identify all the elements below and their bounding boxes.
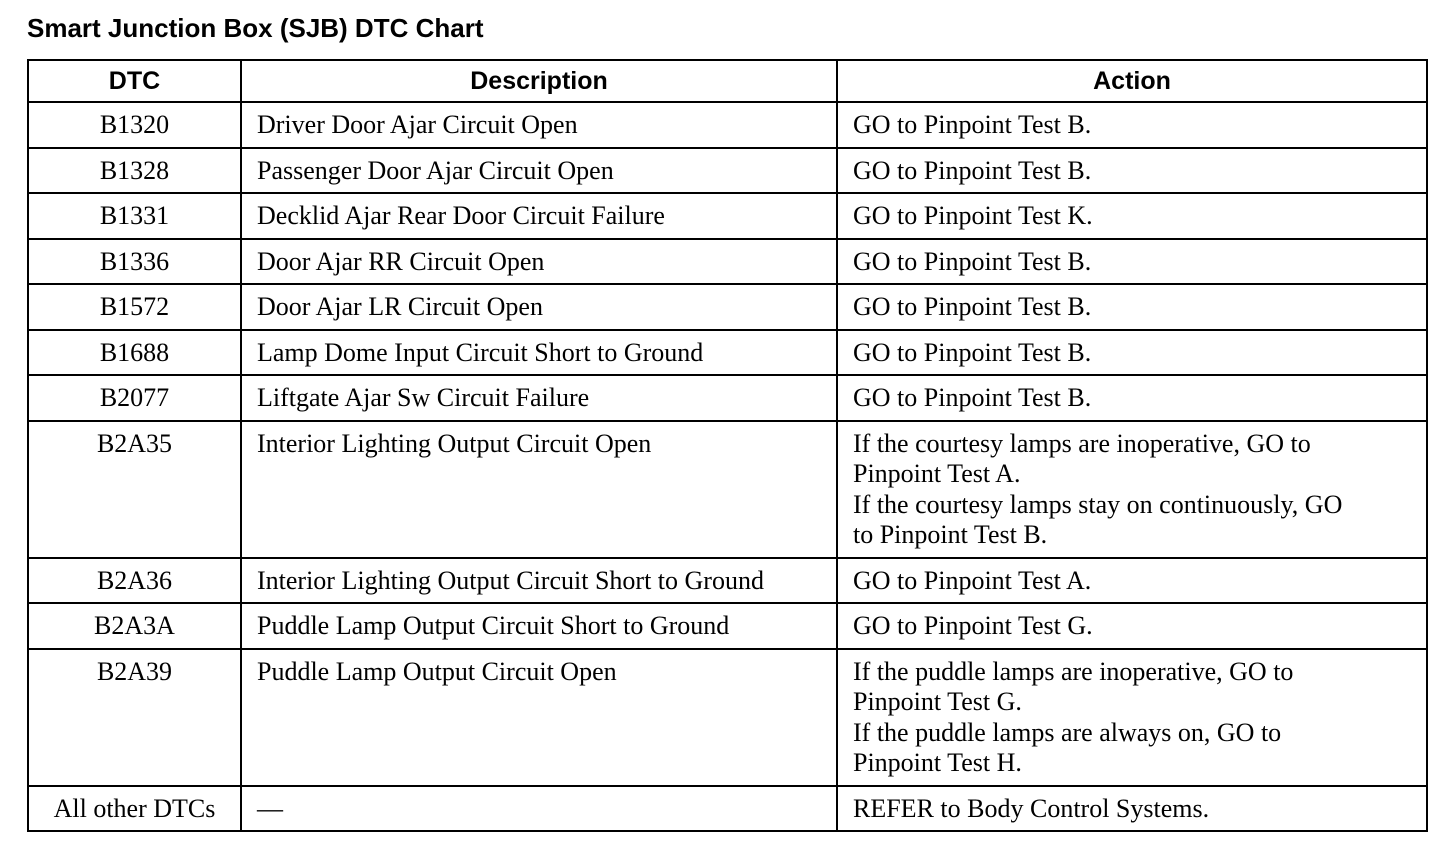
description-cell: Interior Lighting Output Circuit Short to Ground [241, 558, 837, 604]
dtc-code-cell: B2A35 [28, 421, 241, 558]
action-text: If the courtesy lamps stay on continuously, GO [853, 489, 1343, 519]
action-cell [837, 649, 1427, 786]
description-cell: Door Ajar LR Circuit Open [241, 284, 837, 330]
action-text: GO to Pinpoint Test B. [853, 337, 1092, 367]
table-header-row [28, 60, 1427, 102]
action-text: GO to Pinpoint Test G. [853, 611, 1093, 640]
description-cell: Interior Lighting Output Circuit Open [241, 421, 837, 558]
action-cell [837, 284, 1427, 330]
action-cell [837, 102, 1427, 148]
action-text: GO to Pinpoint Test B. [853, 246, 1092, 276]
action-cell [837, 330, 1427, 376]
action-cell [837, 148, 1427, 194]
dtc-code-cell: B2A3A [28, 603, 241, 649]
dtc-code-cell: B1331 [28, 193, 241, 239]
action-text: If the puddle lamps are always on, GO to [853, 717, 1282, 747]
description-cell: Driver Door Ajar Circuit Open [241, 102, 837, 148]
table-row [28, 649, 1427, 786]
action-text: Pinpoint Test A. [853, 459, 1021, 488]
table-row [28, 102, 1427, 148]
column-header-description: Description [241, 60, 837, 102]
action-cell [837, 239, 1427, 285]
description-cell: — [241, 786, 837, 832]
table-row [28, 603, 1427, 649]
action-text: GO to Pinpoint Test B. [853, 383, 1092, 412]
action-cell [837, 193, 1427, 239]
action-text: GO to Pinpoint Test K. [853, 201, 1093, 230]
action-cell [837, 603, 1427, 649]
dtc-code-cell: B2A39 [28, 649, 241, 786]
action-text: If the puddle lamps are inoperative, GO to [853, 656, 1294, 686]
description-cell: Door Ajar RR Circuit Open [241, 239, 837, 285]
dtc-table [27, 59, 1428, 832]
dtc-code-cell: B2A36 [28, 558, 241, 604]
description-cell: Lamp Dome Input Circuit Short to Ground [241, 330, 837, 376]
column-header-dtc: DTC [28, 60, 241, 102]
table-row [28, 330, 1427, 376]
action-cell [837, 375, 1427, 421]
table-row [28, 786, 1427, 832]
action-cell [837, 786, 1427, 832]
column-header-action: Action [837, 60, 1427, 102]
dtc-code-cell: All other DTCs [28, 786, 241, 832]
dtc-code-cell: B2077 [28, 375, 241, 421]
action-text: GO to Pinpoint Test B. [853, 155, 1092, 185]
description-cell: Decklid Ajar Rear Door Circuit Failure [241, 193, 837, 239]
dtc-code-cell: B1328 [28, 148, 241, 194]
action-text: GO to Pinpoint Test B. [853, 292, 1092, 321]
table-row [28, 375, 1427, 421]
description-cell: Liftgate Ajar Sw Circuit Failure [241, 375, 837, 421]
action-text: Pinpoint Test H. [853, 748, 1022, 777]
table-row [28, 421, 1427, 558]
dtc-code-cell: B1688 [28, 330, 241, 376]
action-text: If the courtesy lamps are inoperative, GO to [853, 428, 1311, 458]
dtc-code-cell: B1572 [28, 284, 241, 330]
table-body [28, 102, 1427, 831]
action-text: Pinpoint Test G. [853, 687, 1022, 716]
page-title: Smart Junction Box (SJB) DTC Chart [27, 13, 484, 43]
dtc-code-cell: B1320 [28, 102, 241, 148]
action-text: GO to Pinpoint Test B. [853, 110, 1092, 139]
description-cell: Passenger Door Ajar Circuit Open [241, 148, 837, 194]
action-text: GO to Pinpoint Test A. [853, 565, 1092, 595]
dtc-code-cell: B1336 [28, 239, 241, 285]
table-row [28, 193, 1427, 239]
action-cell [837, 558, 1427, 604]
table-row [28, 558, 1427, 604]
table-row [28, 148, 1427, 194]
description-cell: Puddle Lamp Output Circuit Short to Ground [241, 603, 837, 649]
action-cell [837, 421, 1427, 558]
action-text: REFER to Body Control Systems. [853, 793, 1210, 823]
table-row [28, 239, 1427, 285]
table-row [28, 284, 1427, 330]
description-cell: Puddle Lamp Output Circuit Open [241, 649, 837, 786]
action-text: to Pinpoint Test B. [853, 520, 1048, 549]
